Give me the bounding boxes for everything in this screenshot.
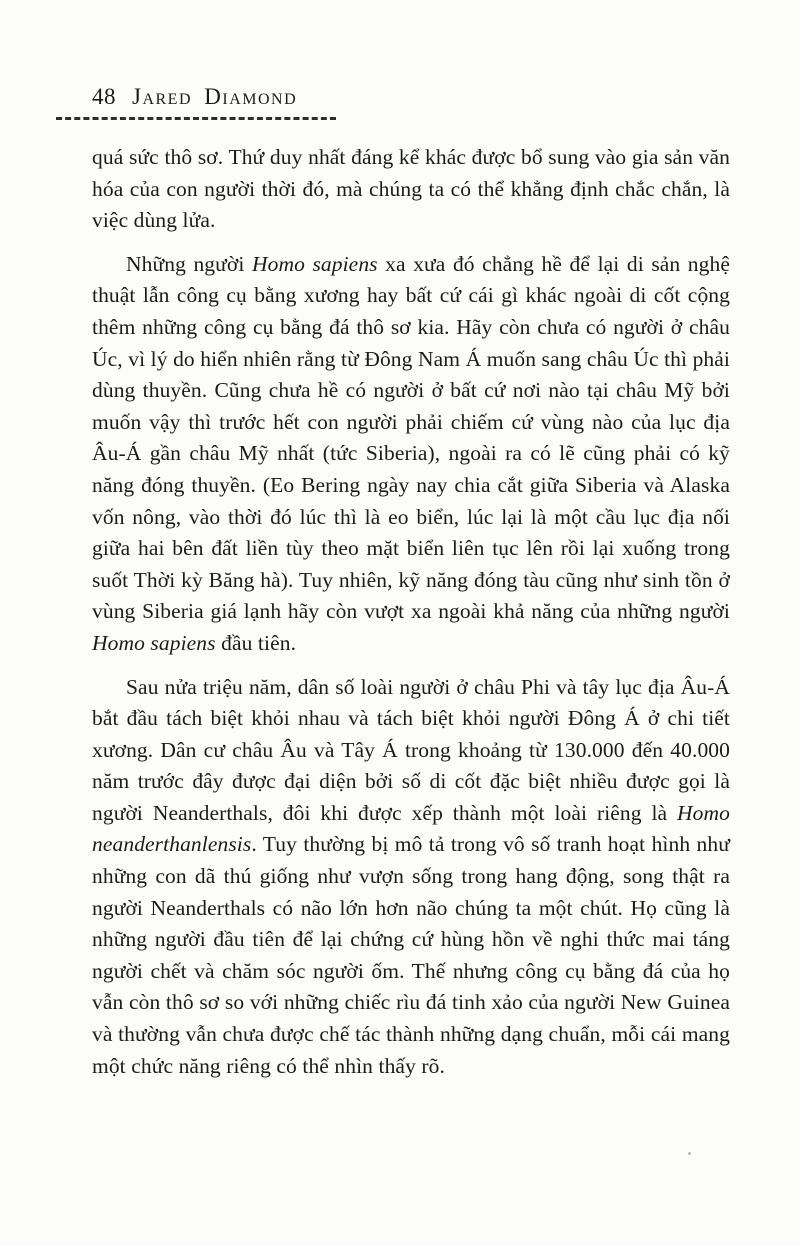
species-name-italic: Homo sapiens — [251, 251, 378, 276]
page-header — [92, 84, 730, 110]
page-body — [92, 142, 730, 1082]
header-dashed-rule — [56, 117, 336, 120]
text-segment: đầu tiên. — [215, 630, 297, 655]
text-segment: Sau nửa triệu năm, dân số loài người ở châu Phi và tây lục địa Âu-Á bắt đầu tách biệt khỏi nhau và tách biệt khỏi người Đông Á ở chi tiết xương. Dân cư châu Âu và Tây Á trong khoảng từ 130.000 đến 40.000 năm trước đây được đại diện bởi số di cốt đặc biệt nhiều được gọi là người Neanderthals, đôi khi được xếp thành một loài riêng là — [92, 674, 730, 825]
text-segment: Những người — [126, 251, 252, 276]
running-title: Jared Diamond — [132, 84, 298, 109]
species-name-italic: Homo neanderthanlensis — [92, 800, 730, 857]
paragraph — [92, 142, 730, 237]
paragraph — [92, 672, 730, 1083]
paragraph — [92, 249, 730, 660]
species-name-italic: Homo sapiens — [92, 630, 216, 655]
text-segment: quá sức thô sơ. Thứ duy nhất đáng kể khác được bổ sung vào gia sản văn hóa của con người thời đó, mà chúng ta có thể khẳng định chắc chắn, là việc dùng lửa. — [92, 145, 730, 233]
scan-speck — [688, 1152, 691, 1155]
text-segment: xa xưa đó chẳng hề để lại di sản nghệ thuật lẫn công cụ bằng xương hay bất cứ cái gì khác ngoài di cốt cộng thêm những công cụ bằng đá thô sơ kia. Hãy còn chưa có người ở châu Úc, vì lý do hiển nhiên rằng từ Đông Nam Á muốn sang châu Úc thì phải dùng thuyền. Cũng chưa hề có người ở bất cứ nơi nào tại châu Mỹ bởi muốn vậy thì trước hết con người phải chiếm cứ vùng nào của lục địa Âu-Á gần châu Mỹ nhất (tức Siberia), ngoài ra có lẽ cũng phải có kỹ năng đóng thuyền. (Eo Bering ngày nay chia cắt giữa Siberia và Alaska vốn nông, vào thời đó lúc thì là eo biển, lúc lại là một cầu lục địa nối giữa hai bên đất liền tùy theo mặt biển liên tục lên rồi lại xuống trong suốt Thời kỳ Băng hà). Tuy nhiên, kỹ năng đóng tàu cũng như sinh tồn ở vùng Siberia giá lạnh hãy còn vượt xa ngoài khả năng của những người — [92, 251, 730, 624]
text-segment: . Tuy thường bị mô tả trong vô số tranh hoạt hình như những con dã thú giống như vượn sống trong hang động, song thật ra người Neanderthals có não lớn hơn não chúng ta một chút. Họ cũng là những người đầu tiên để lại chứng cứ hùng hồn về nghi thức mai táng người chết và chăm sóc người ốm. Thế nhưng công cụ bằng đá của họ vẫn còn thô sơ so với những chiếc rìu đá tinh xảo của người New Guinea và thường vẫn chưa được chế tác thành những dạng chuẩn, mỗi cái mang một chức năng riêng có thể nhìn thấy rõ. — [92, 832, 730, 1078]
page-number: 48 — [92, 84, 116, 109]
